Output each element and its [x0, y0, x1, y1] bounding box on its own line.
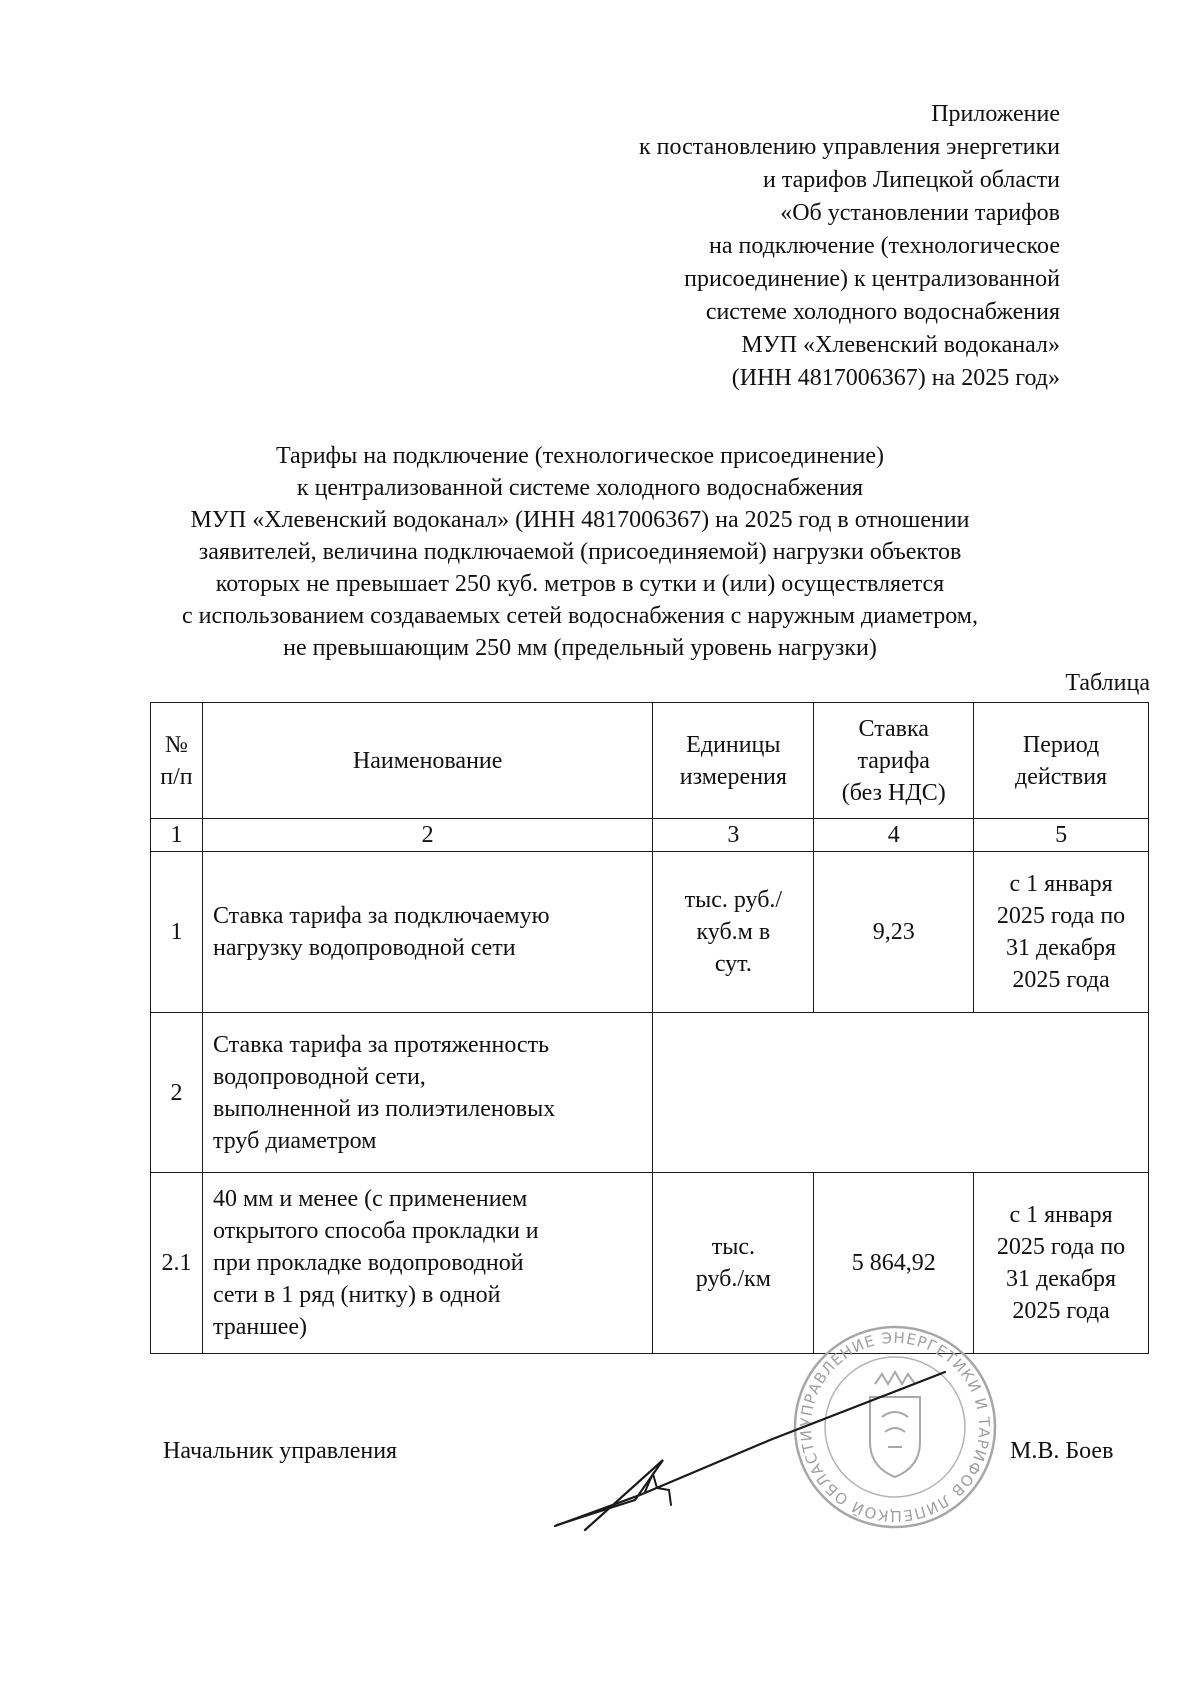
row-name: Ставка тарифа за подключаемую нагрузку водопроводной сети	[202, 852, 652, 1013]
signer-position: Начальник управления	[163, 1438, 398, 1464]
annex-line: на подключение (технологическое	[709, 233, 1060, 259]
title-line: МУП «Хлевенский водоканал» (ИНН 4817006367) на 2025 год в отношении	[190, 507, 970, 533]
tariff-table	[150, 702, 1149, 1354]
row-rate: 5 864,92	[814, 1173, 974, 1354]
column-number: 1	[151, 819, 203, 852]
row-name: 40 мм и менее (с применением открытого способа прокладки и при прокладке водопроводной сети в 1 ряд (нитку) в одной траншее)	[202, 1173, 652, 1354]
header-unit: Единицы измерения	[653, 703, 814, 819]
column-number: 4	[814, 819, 974, 852]
stamp-text: УПРАВЛЕНИЕ ЭНЕРГЕТИКИ И ТАРИФОВ ЛИПЕЦКОЙ ОБЛАСТИ	[796, 1328, 994, 1526]
row-period: с 1 января 2025 года по 31 декабря 2025 года	[974, 852, 1149, 1013]
column-number-row	[151, 819, 1149, 852]
annex-line: (ИНН 4817006367) на 2025 год»	[731, 365, 1060, 391]
row-number: 2	[151, 1013, 203, 1173]
table-row	[151, 1013, 1149, 1173]
annex-line: системе холодного водоснабжения	[705, 299, 1060, 325]
title-line: которых не превышает 250 куб. метров в сутки и (или) осуществляется	[215, 571, 945, 597]
annex-line: к постановлению управления энергетики	[639, 134, 1060, 160]
handwritten-signature	[545, 1330, 955, 1540]
row-period: с 1 января 2025 года по 31 декабря 2025 года	[974, 1173, 1149, 1354]
signer-name: М.В. Боев	[1010, 1438, 1114, 1464]
row-rate: 9,23	[814, 852, 974, 1013]
title-line: не превышающим 250 мм (предельный уровень нагрузки)	[283, 635, 877, 661]
row-unit: тыс. руб./ куб.м в сут.	[653, 852, 814, 1013]
document-title	[150, 440, 1010, 664]
column-number: 2	[202, 819, 652, 852]
row-name: Ставка тарифа за протяженность водопроводной сети, выполненной из полиэтиленовых труб диаметром	[202, 1013, 652, 1173]
table-label: Таблица	[1065, 670, 1150, 696]
column-number: 3	[653, 819, 814, 852]
table-header-row	[151, 703, 1149, 819]
annex-line: Приложение	[931, 101, 1060, 127]
header-rate: Ставка тарифа (без НДС)	[814, 703, 974, 819]
row-number: 1	[151, 852, 203, 1013]
title-line: Тарифы на подключение (технологическое присоединение)	[275, 443, 885, 469]
title-line: к централизованной системе холодного водоснабжения	[296, 475, 864, 501]
header-name: Наименование	[202, 703, 652, 819]
table-row	[151, 852, 1149, 1013]
annex-line: «Об установлении тарифов	[780, 200, 1060, 226]
header-period: Период действия	[974, 703, 1149, 819]
title-line: заявителей, величина подключаемой (присоединяемой) нагрузки объектов	[198, 539, 962, 565]
row-number: 2.1	[151, 1173, 203, 1354]
column-number: 5	[974, 819, 1149, 852]
annex-line: МУП «Хлевенский водоканал»	[741, 332, 1060, 358]
annex-line: присоединение) к централизованной	[684, 266, 1060, 292]
annex-header	[500, 98, 1060, 395]
row-empty-merged	[653, 1013, 1149, 1173]
row-unit: тыс. руб./км	[653, 1173, 814, 1354]
header-number: № п/п	[151, 703, 203, 819]
annex-line: и тарифов Липецкой области	[763, 167, 1060, 193]
title-line: с использованием создаваемых сетей водоснабжения с наружным диаметром,	[182, 603, 978, 629]
